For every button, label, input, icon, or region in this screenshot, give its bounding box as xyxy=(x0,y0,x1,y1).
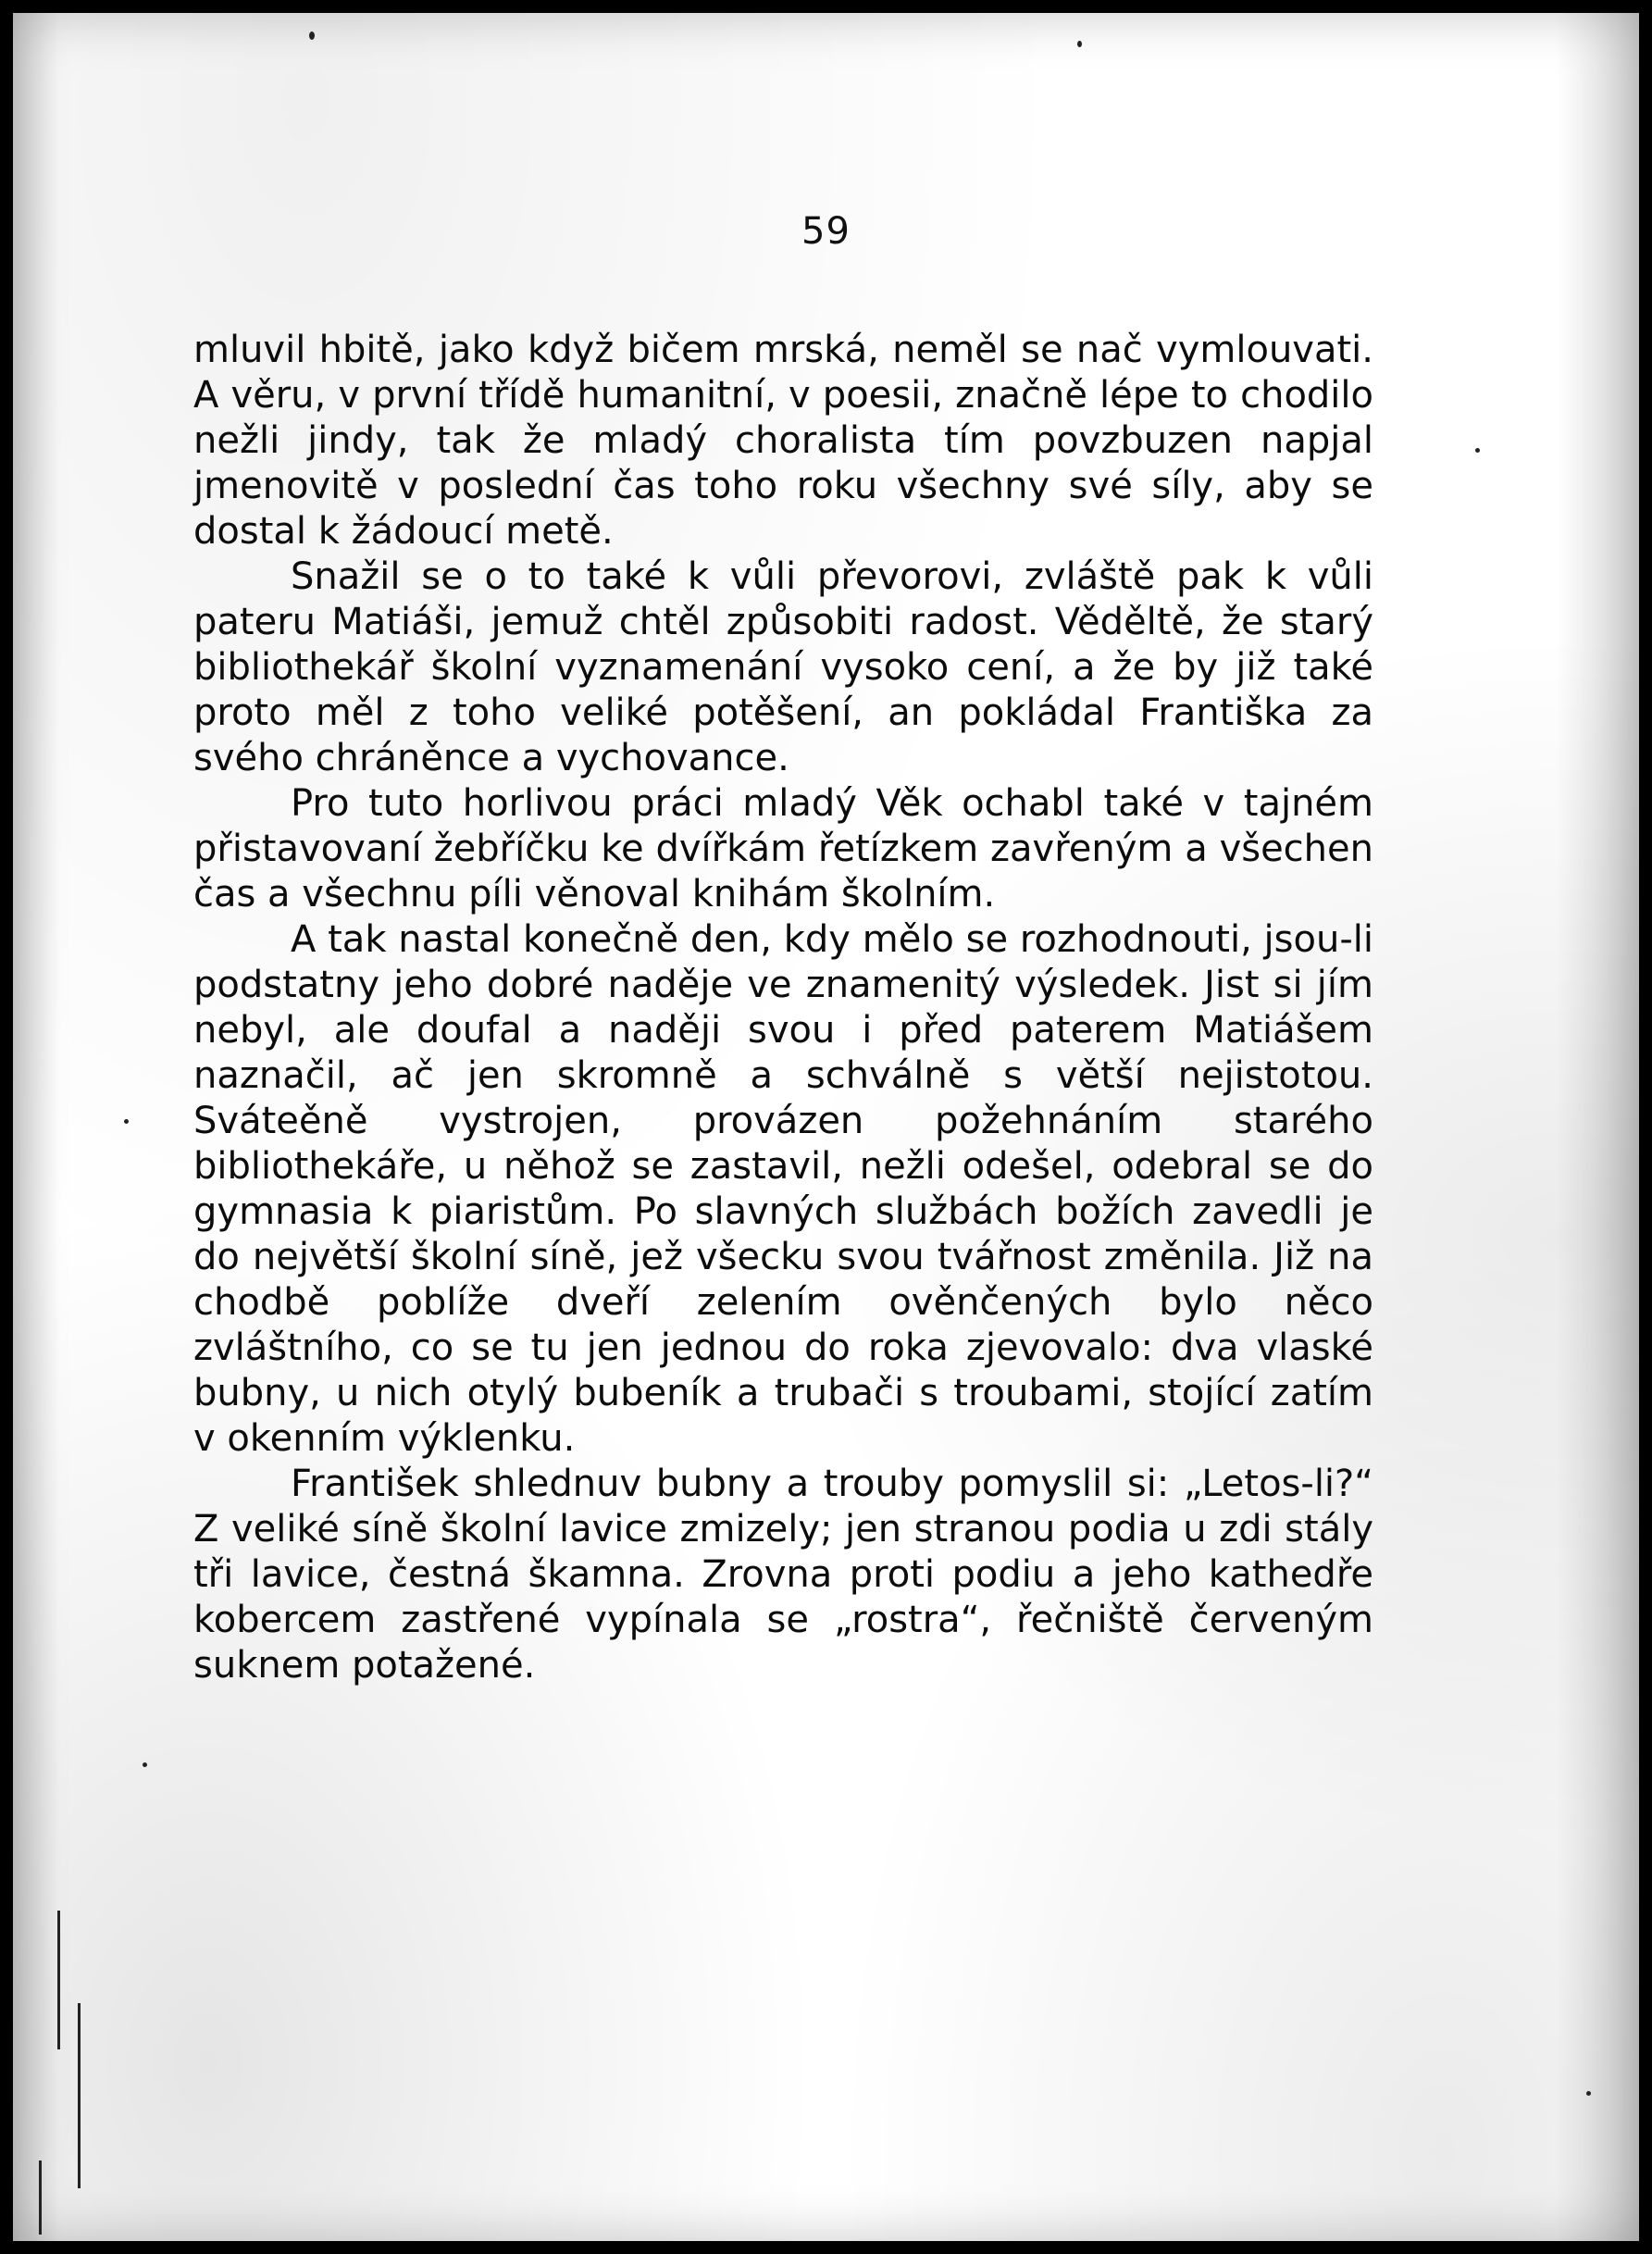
page-edge-shadow-left xyxy=(13,13,59,2241)
scan-speck xyxy=(1077,41,1082,47)
scan-speck xyxy=(309,31,315,40)
scan-scratch xyxy=(39,2161,42,2235)
paragraph: František shlednuv bubny a trouby pomyslil si: „Letos-li?“ Z veliké síně školní lavice zmizely; jen stranou podia u zdi stály tři lavice, čestná škamna. Zrovna proti podiu a jeho kathedře kobercem zastřené vypínala se „rostra“, řečniště červeným suknem potažené. xyxy=(193,1463,1373,1687)
page-edge-shadow-right xyxy=(1556,13,1639,2241)
scan-speck xyxy=(1475,448,1480,453)
page-number: 59 xyxy=(801,210,851,253)
scan-scratch xyxy=(57,1911,60,2049)
scan-speck xyxy=(1586,2091,1591,2096)
scan-speck xyxy=(124,1119,129,1124)
scan-speck xyxy=(143,1762,147,1767)
paragraph: mluvil hbitě, jako když bičem mrská, neměl se nač vymlouvati. A věru, v první třídě humanitní, v poesii, značně lépe to chodilo nežli jindy, tak že mladý choralista tím povzbuzen napjal jmenovitě v poslední čas toho roku všechny své síly, aby se dostal k žádoucí metě. xyxy=(193,329,1373,553)
body-text xyxy=(193,328,1373,1688)
paragraph: Pro tuto horlivou práci mladý Věk ochabl také v tajném přistavovaní žebříčku ke dvířkám řetízkem zavřeným a všechen čas a všechnu píli věnoval knihám školním. xyxy=(193,782,1373,915)
paragraph: A tak nastal konečně den, kdy mělo se rozhodnouti, jsou-li podstatny jeho dobré naděje ve znamenitý výsledek. Jist si jím nebyl, ale doufal a naději svou i před paterem Matiášem naznačil, ač jen skromně a schválně s větší nejistotou. Sváteěně vystrojen, provázen požehnáním starého bibliothekáře, u něhož se zastavil, nežli odešel, odebral se do gymnasia k piaristům. Po slavných službách božích zavedli je do největší školní síně, jež všecku svou tvářnost změnila. Již na chodbě poblíže dveří zelením ověnčených bylo něco zvláštního, co se tu jen jednou do roka zjevovalo: dva vlaské bubny, u nich otylý bubeník a trubači s troubami, stojící zatím v okenním výklenku. xyxy=(193,918,1373,1460)
scan-scratch xyxy=(78,2003,81,2188)
paragraph: Snažil se o to také k vůli převorovi, zvláště pak k vůli pateru Matiáši, jemuž chtěl způsobiti radost. Věděltě, že starý bibliothekář školní vyznamenání vysoko cení, a že by již také proto měl z toho veliké potěšení, an pokládal Františka za svého chráněnce a vychovance. xyxy=(193,555,1373,779)
book-page xyxy=(13,13,1639,2241)
